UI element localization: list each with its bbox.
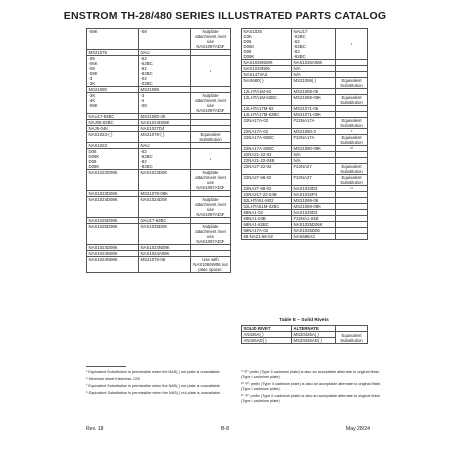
table-cell: 22NA21-22-02 bbox=[242, 152, 292, 158]
table-cell: MS21069-06 bbox=[292, 89, 336, 95]
table-cell: MS21078 bbox=[87, 50, 139, 56]
table-cell: NAJ5-04K bbox=[87, 126, 139, 132]
table-cell: AN426A( ) bbox=[242, 332, 292, 338]
table-cell: NAS1025D08K bbox=[87, 218, 139, 224]
table-cell: F22NA17A bbox=[292, 118, 336, 129]
table-cell: Nutplate attachment rivet use NAS1097AD3¹ bbox=[191, 29, 231, 50]
table-cell: NAS1023-( ) bbox=[87, 132, 139, 143]
table-cell: MS21059( ) bbox=[292, 78, 336, 89]
table-cell: NAS1474A3 bbox=[242, 72, 292, 78]
table-cell: 12LHTA17M-62 bbox=[242, 106, 292, 112]
table-cell: NAS688A3 bbox=[292, 234, 336, 240]
table-cell: NAU bbox=[139, 143, 191, 149]
table-cell: ⁹ bbox=[336, 129, 368, 135]
table-cell: MS21078-08K bbox=[139, 191, 191, 197]
table-cell: -08 bbox=[139, 29, 191, 50]
right-parts-table bbox=[241, 28, 368, 240]
table-cell: NAS1026A08K bbox=[292, 60, 336, 66]
footer-page-number: B-8 bbox=[220, 426, 230, 432]
table-row bbox=[87, 224, 231, 245]
footer-date: May 28/24 bbox=[345, 426, 370, 432]
table-cell: MS21069-08K bbox=[292, 204, 336, 210]
table-row bbox=[87, 132, 231, 143]
table-cell: NAS1024D08K bbox=[87, 197, 139, 218]
table-cell bbox=[336, 234, 368, 240]
table-cell: NAS1026N08K bbox=[242, 60, 292, 66]
table-cell: 22NA27-22-02 bbox=[242, 164, 292, 175]
footnote: ⁸ Equivalent Substitution is permissible when the NAS( ) nut plate is unavailable. bbox=[86, 391, 221, 395]
table-row bbox=[242, 234, 368, 240]
solid-rivets-table bbox=[241, 325, 368, 344]
table-row bbox=[87, 93, 231, 114]
table-cell: NAS1025D06 bbox=[292, 228, 336, 234]
table-cell: NAS1025D08K bbox=[87, 224, 139, 245]
table-cell: MS20426A( ) bbox=[292, 332, 336, 338]
table-cell: MS21078-08 bbox=[139, 257, 191, 273]
table-row bbox=[242, 135, 368, 146]
footnotes-right bbox=[241, 370, 381, 406]
table-cell: NAS1033D3 bbox=[292, 186, 336, 192]
table-cell: NAS1025D3 bbox=[292, 210, 336, 216]
table-cell: 22NA27-68-02 bbox=[242, 175, 292, 186]
table-cell: MS21080-08K bbox=[292, 146, 336, 152]
table-cell: ¹ bbox=[191, 56, 231, 87]
table-cell: MS21088 bbox=[139, 87, 191, 93]
table-cell: Use with NAS1069W08 nut plate spacer. bbox=[191, 257, 231, 273]
table-cell: Equivalent Substitution bbox=[336, 332, 368, 344]
footnote: ¹⁰ “F” prefix (Type II cadmium plate) is also an acceptable alternate to original finish (Type I cadmium plate). bbox=[241, 382, 381, 391]
table-cell: 22NA27-68-02 bbox=[242, 186, 292, 192]
table-cell: Nutplate attachment rivet use NAS1097AD3¹ bbox=[191, 197, 231, 218]
table-cell: MS20426AD( ) bbox=[292, 338, 336, 344]
footnote: ⁷ Equivalent Substitution is permissible when the NAS( ) nut plate is unavailable. bbox=[86, 384, 221, 388]
table-cell: NAS1024D08 bbox=[139, 197, 191, 218]
header-cell: ALTERNATE bbox=[292, 326, 336, 332]
table-cell: 12LHTA1M-62BC bbox=[242, 95, 292, 106]
table-cell: NAS1024N08K bbox=[87, 257, 139, 273]
footnotes-left bbox=[86, 370, 236, 398]
table-cell: F22NA17A bbox=[292, 135, 336, 146]
table-cell: NAU17-62BC bbox=[139, 218, 191, 224]
table-cell: 52LHTA51-M02 bbox=[242, 198, 292, 204]
table-row bbox=[87, 29, 231, 50]
table-cell: MS21078-( ) bbox=[139, 132, 191, 143]
table-cell: -3K -4K -08K bbox=[87, 93, 139, 114]
page-title: ENSTROM TH-28/480 SERIES ILLUSTRATED PARTS CATALOG bbox=[63, 10, 387, 22]
table-cell: ¹⁰ bbox=[336, 146, 368, 152]
table-row bbox=[87, 149, 231, 170]
solid-rivets-title: Table E – Solid Rivets bbox=[279, 318, 329, 323]
table-cell: MS21071-06K bbox=[292, 112, 336, 118]
table-cell: NAS1025D06K bbox=[292, 222, 336, 228]
table-cell: ¹ bbox=[191, 149, 231, 170]
table-cell: 22NA217-22-04B bbox=[242, 192, 292, 198]
table-cell: Equivalent Substitution bbox=[191, 132, 231, 143]
table-cell: Nutplate attachment rivet use NAS1097AD3¹ bbox=[191, 224, 231, 245]
table-cell: Equivalent Substitution bbox=[336, 118, 368, 129]
table-cell: MS21080-3K bbox=[139, 114, 191, 120]
table-cell: Equivalent Substitution bbox=[336, 164, 368, 175]
table-cell: 68NA1-82BC bbox=[242, 222, 292, 228]
table-cell: -08K bbox=[87, 29, 139, 50]
table-cell: F22NA27 bbox=[292, 175, 336, 186]
table-cell: 12LHTA17M-62BC bbox=[242, 112, 292, 118]
table-cell: N/A bbox=[292, 158, 336, 164]
table-cell: ¹¹ bbox=[336, 186, 368, 192]
table-cell: -62 -62BC -82 -82BC -02 -02BC bbox=[139, 56, 191, 87]
table-cell: F22NA27 bbox=[292, 164, 336, 175]
footnote: ⁹ “F” prefix (Type II cadmium plate) is also an acceptable alternate to original finish (Type I cadmium plate). bbox=[241, 370, 380, 379]
table-cell: N/A bbox=[292, 72, 336, 78]
table-cell: NAS1023D08K bbox=[87, 191, 139, 197]
footnote-divider bbox=[86, 366, 126, 367]
table-cell: NAS680( ) bbox=[242, 78, 292, 89]
table-cell: Nutplate attachment rivet use NAS1097AD3¹ bbox=[191, 93, 231, 114]
table-cell: NAS1025 D3K D06 D06K D08 D08K bbox=[242, 29, 292, 60]
table-cell: MS21069-06K bbox=[292, 95, 336, 106]
table-cell: MS21069-08 bbox=[292, 198, 336, 204]
table-row bbox=[242, 29, 368, 60]
table-cell: 22NA21-22-04B bbox=[242, 158, 292, 164]
table-cell: MS21071-06 bbox=[292, 106, 336, 112]
table-cell: -62 -62BC -82 -82BC bbox=[139, 149, 191, 170]
table-cell: NAS1023D08K bbox=[87, 170, 139, 191]
table-cell: Nutplate attachment rivet use NAS1097AD3¹ bbox=[191, 170, 231, 191]
table-row bbox=[242, 78, 368, 89]
table-cell: N/A bbox=[292, 66, 336, 72]
table-cell: NAJ08-82BC bbox=[87, 120, 139, 126]
table-cell: NAS1027D4 bbox=[139, 126, 191, 132]
footnote: ¹¹ “F” prefix (Type II cadmium plate) is also an acceptable alternate to original finish (Type I cadmium plate). bbox=[241, 394, 381, 403]
table-row bbox=[87, 56, 231, 87]
table-cell: Equivalent Substitution bbox=[336, 135, 368, 146]
left-parts-table bbox=[86, 28, 231, 273]
table-cell: NAS1025D08 bbox=[139, 224, 191, 245]
table-cell: NAS1024A08K bbox=[139, 251, 191, 257]
table-cell: 68NA17A-02 bbox=[242, 228, 292, 234]
table-row bbox=[87, 170, 231, 191]
table-cell: N/A bbox=[292, 152, 336, 158]
table-cell: D06 D06K D08 D08K bbox=[87, 149, 139, 170]
table-cell: NAS1024D08K bbox=[139, 120, 191, 126]
table-row bbox=[242, 164, 368, 175]
table-cell: MS21080-3 bbox=[292, 129, 336, 135]
table-cell: NAS1024N08K bbox=[87, 251, 139, 257]
footer-revision: Rev. 18 bbox=[86, 426, 104, 432]
table-cell: NAU bbox=[139, 50, 191, 56]
table-row bbox=[87, 257, 231, 273]
table-cell: Equivalent Substitution bbox=[336, 95, 368, 106]
table-cell: AN426AD( ) bbox=[242, 338, 292, 344]
table-row bbox=[242, 175, 368, 186]
table-row bbox=[242, 332, 368, 338]
table-cell: MS21080 bbox=[87, 87, 139, 93]
table-cell: Equivalent Substitution bbox=[336, 78, 368, 89]
footnote: ¹ Equivalent Substitution is permissible when the NAS( ) nut plate is unavailable. bbox=[86, 370, 221, 374]
table-cell: NAS1024N08K bbox=[139, 245, 191, 251]
table-cell: NAS1024D08K bbox=[87, 245, 139, 251]
table-cell: 22NA17A-82BC bbox=[242, 146, 292, 152]
table-cell: 68NA1-02 bbox=[242, 210, 292, 216]
table-cell: F22NA1-04B bbox=[292, 216, 336, 222]
table-cell: NAS1023 bbox=[87, 143, 139, 149]
table-cell: ¹ bbox=[336, 29, 368, 60]
table-cell: Equivalent Substitution bbox=[336, 175, 368, 186]
table-cell: NAS1023D08 bbox=[139, 170, 191, 191]
table-row bbox=[87, 197, 231, 218]
table-row bbox=[242, 95, 368, 106]
table-cell: 52LHTA51M-02BC bbox=[242, 204, 292, 210]
table-cell: 22NA17A-02 bbox=[242, 129, 292, 135]
table-cell: 68-NA21-68-02 bbox=[242, 234, 292, 240]
table-cell: NAS1032P4 bbox=[292, 192, 336, 198]
footnote: ⁶ Minimum sheet thickness .025 bbox=[86, 377, 140, 381]
table-cell: 22NA17A-82BC bbox=[242, 135, 292, 146]
table-cell: NAU17-82BC bbox=[87, 114, 139, 120]
table-cell: NAS1033N06 bbox=[242, 66, 292, 72]
table-cell: 12LHTA1M-62 bbox=[242, 89, 292, 95]
table-row bbox=[242, 118, 368, 129]
table-cell: NAU17 -02BC -62 -62BC -82 -82BC bbox=[292, 29, 336, 60]
table-cell: -06 -06K -08 -08K -3 -3K bbox=[87, 56, 139, 87]
table-cell: -3 -4 -08 bbox=[139, 93, 191, 114]
header-cell: SOLID RIVET bbox=[242, 326, 292, 332]
table-cell: 22NA17A-02 bbox=[242, 118, 292, 129]
table-cell: 68NA1-04B bbox=[242, 216, 292, 222]
